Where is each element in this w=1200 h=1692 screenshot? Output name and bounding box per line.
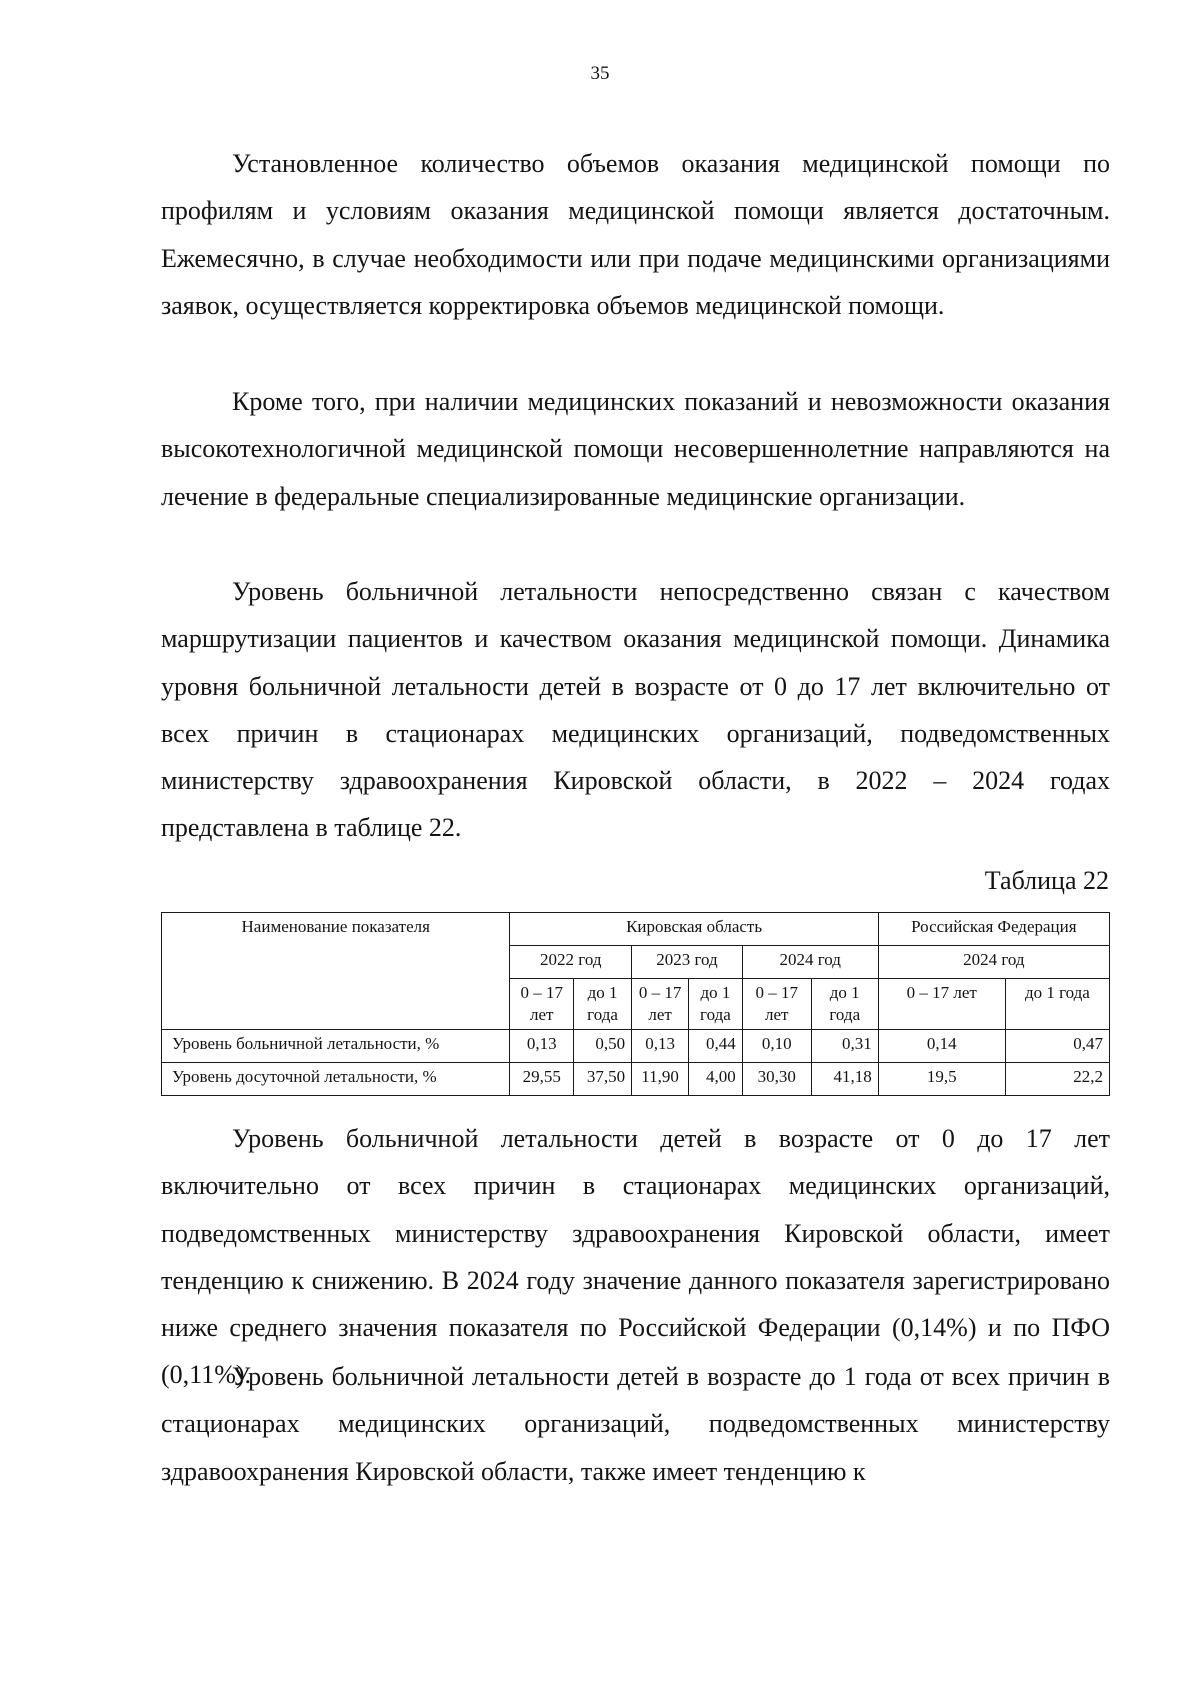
header-year-2022: 2022 год	[510, 946, 632, 979]
table-cell: 29,55	[510, 1063, 574, 1096]
header-year-rf-2024: 2024 год	[878, 946, 1109, 979]
table-cell: 22,2	[1005, 1063, 1109, 1096]
table-cell: 19,5	[878, 1063, 1005, 1096]
header-age-group-rf: 0 – 17 лет	[878, 979, 1005, 1030]
table-cell: 4,00	[689, 1063, 743, 1096]
paragraph-infant-mortality: Уровень больничной летальности детей в возрасте до 1 года от всех причин в стационарах медицинских организаций, подведомственных министерству здравоохранения Кировской области, также имеет тенденцию к	[161, 1362, 1110, 1486]
header-age-group: до 1 года	[811, 979, 878, 1030]
table-cell: 0,50	[574, 1030, 632, 1063]
table-caption: Таблица 22	[984, 866, 1109, 895]
header-age-group: 0 – 17 лет	[742, 979, 811, 1030]
row-label: Уровень больничной летальности, %	[162, 1030, 510, 1063]
paragraph-volumes: Установленное количество объемов оказания медицинской помощи по профилям и условиям оказания медицинской помощи является достаточным. Ежемесячно, в случае необходимости или при подаче медицинскими организациями заявок, осуществляется корректировка объемов медицинской помощи.	[161, 149, 1110, 320]
paragraph-mortality-intro: Уровень больничной летальности непосредственно связан с качеством маршрутизации пациентов и качеством оказания медицинской помощи. Динамика уровня больничной летальности детей в возрасте от 0 до 17 лет включительно от всех причин в стационарах медицинских организаций, подведомственных министерству здравоохранения Кировской области, в 2022 – 2024 годах представлена в таблице 22.	[161, 577, 1110, 843]
page-number: 35	[590, 63, 610, 84]
header-russian-federation: Российская Федерация	[878, 913, 1109, 946]
header-kirov-region: Кировская область	[510, 913, 878, 946]
row-label: Уровень досуточной летальности, %	[162, 1063, 510, 1096]
table-cell: 0,13	[632, 1030, 689, 1063]
table-cell: 37,50	[574, 1063, 632, 1096]
header-age-group: 0 – 17 лет	[510, 979, 574, 1030]
table-cell: 0,44	[689, 1030, 743, 1063]
paragraph-mortality-trend: Уровень больничной летальности детей в возрасте от 0 до 17 лет включительно от всех причин в стационарах медицинских организаций, подведомственных министерству здравоохранения Кировской области, имеет тенденцию к снижению. В 2024 году значение данного показателя зарегистрировано ниже среднего значения показателя по Российской Федерации (0,14%) и по ПФО (0,11%).	[161, 1124, 1110, 1390]
header-age-group: 0 – 17 лет	[632, 979, 689, 1030]
mortality-table	[161, 912, 1110, 1096]
table-cell: 0,31	[811, 1030, 878, 1063]
header-age-group: до 1 года	[689, 979, 743, 1030]
header-year-2024: 2024 год	[742, 946, 878, 979]
paragraph-federal-referral: Кроме того, при наличии медицинских показаний и невозможности оказания высокотехнологичной медицинской помощи несовершеннолетние направляются на лечение в федеральные специализированные медицинские организации.	[161, 387, 1110, 511]
header-age-group: до 1 года	[574, 979, 632, 1030]
table-cell: 0,10	[742, 1030, 811, 1063]
table-row	[162, 1063, 1110, 1096]
table-cell: 0,14	[878, 1030, 1005, 1063]
table-cell: 0,13	[510, 1030, 574, 1063]
header-year-2023: 2023 год	[632, 946, 743, 979]
table-cell: 11,90	[632, 1063, 689, 1096]
header-age-group-rf: до 1 года	[1005, 979, 1109, 1030]
table-cell: 41,18	[811, 1063, 878, 1096]
table-row	[162, 1030, 1110, 1063]
table-cell: 0,47	[1005, 1030, 1109, 1063]
header-indicator: Наименование показателя	[162, 913, 510, 1030]
table-cell: 30,30	[742, 1063, 811, 1096]
